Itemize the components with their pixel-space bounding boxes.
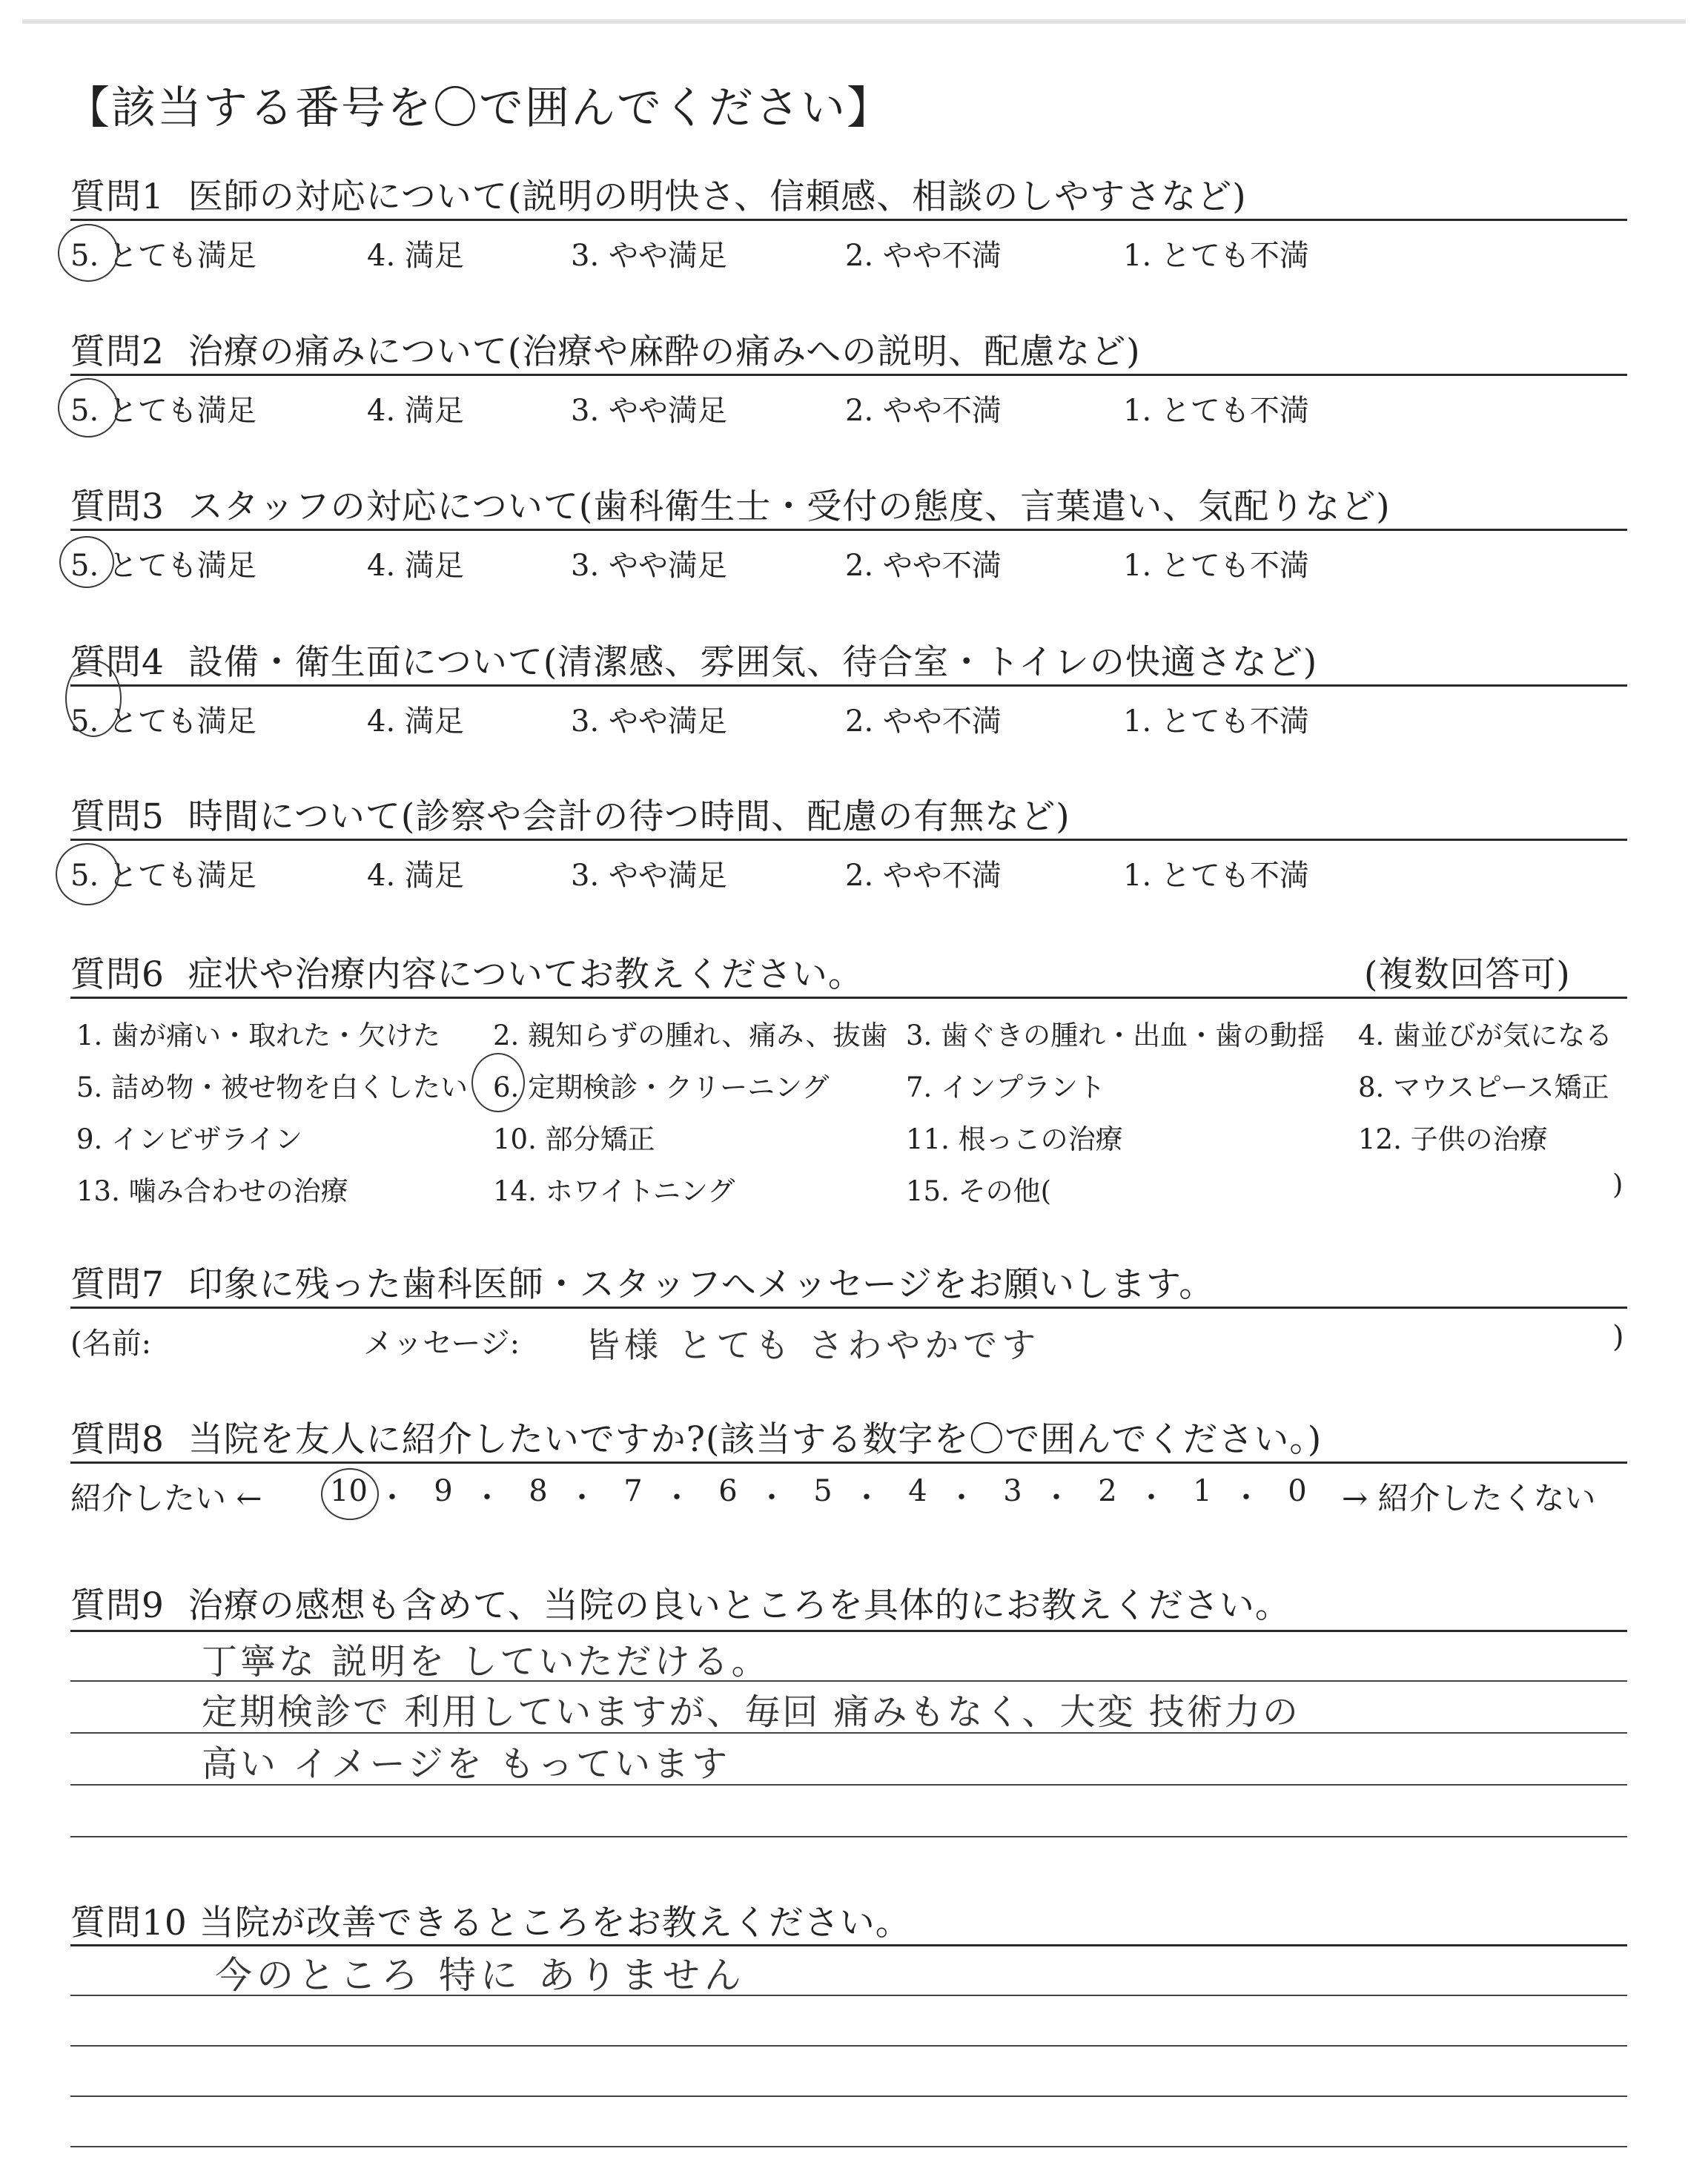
divider xyxy=(70,1307,1627,1309)
q2-option-4[interactable]: 4. 満足 xyxy=(367,394,464,428)
question-text: 治療の痛みについて(治療や麻酔の痛みへの説明、配慮など) xyxy=(188,331,1141,372)
scale-separator: ・ xyxy=(947,1481,976,1515)
divider xyxy=(70,374,1627,376)
question-7 xyxy=(70,1257,1214,1307)
q3-option-1[interactable]: 1. とても不満 xyxy=(1123,549,1309,583)
q5-option-3[interactable]: 3. やや満足 xyxy=(571,859,727,893)
q6-choice-15[interactable]: 15. その他( xyxy=(906,1175,1052,1207)
q2-option-3[interactable]: 3. やや満足 xyxy=(571,394,727,428)
scale-separator: ・ xyxy=(757,1481,787,1515)
question-number: 質問9 xyxy=(70,1585,165,1626)
q1-option-2[interactable]: 2. やや不満 xyxy=(845,239,1002,273)
question-6 xyxy=(70,947,864,997)
q6-other-close-paren: ) xyxy=(1612,1169,1623,1200)
divider xyxy=(70,997,1627,999)
handwritten-message: 皆様 とても さわやかです xyxy=(586,1325,1041,1365)
q1-option-4[interactable]: 4. 満足 xyxy=(367,239,464,273)
question-9 xyxy=(70,1578,1291,1628)
message-close-paren: ) xyxy=(1612,1320,1624,1354)
question-2 xyxy=(70,324,1141,374)
name-label: (名前: xyxy=(70,1327,152,1361)
divider xyxy=(70,684,1627,687)
scale-value-8[interactable]: 8 xyxy=(529,1474,548,1508)
question-text: スタッフの対応について(歯科衛生士・受付の態度、言葉遣い、気配りなど) xyxy=(188,486,1391,527)
q3-option-2[interactable]: 2. やや不満 xyxy=(845,549,1002,583)
scale-separator: ・ xyxy=(852,1481,881,1515)
q1-option-5[interactable]: 5. とても満足 xyxy=(70,239,256,273)
question-text: 印象に残った歯科医師・スタッフへメッセージをお願いします。 xyxy=(188,1264,1215,1305)
question-text: 当院を友人に紹介したいですか?(該当する数字を〇で囲んでください。) xyxy=(188,1419,1323,1460)
answer-line xyxy=(70,1836,1627,1837)
question-number: 質問4 xyxy=(70,642,165,683)
divider xyxy=(70,529,1627,531)
q4-option-4[interactable]: 4. 満足 xyxy=(367,704,464,739)
question-5 xyxy=(70,789,1070,839)
q1-answer-circle xyxy=(58,224,119,282)
scale-value-6[interactable]: 6 xyxy=(718,1474,738,1508)
scan-top-edge xyxy=(22,19,1686,24)
question-text: 時間について(診察や会計の待つ時間、配慮の有無など) xyxy=(188,796,1070,837)
q6-choice-11[interactable]: 11. 根っこの治療 xyxy=(906,1123,1123,1155)
q5-answer-circle xyxy=(56,843,119,905)
q6-choice-9[interactable]: 9. インビザライン xyxy=(76,1123,302,1155)
question-number: 質問2 xyxy=(70,331,165,372)
question-4 xyxy=(70,635,1317,684)
q6-choice-1[interactable]: 1. 歯が痛い・取れた・欠けた xyxy=(76,1020,441,1051)
question-number: 質問6 xyxy=(70,954,165,995)
q5-option-2[interactable]: 2. やや不満 xyxy=(845,859,1002,893)
scale-value-1[interactable]: 1 xyxy=(1193,1474,1212,1508)
question-text: 治療の感想も含めて、当院の良いところを具体的にお教えください。 xyxy=(188,1585,1291,1626)
q4-option-2[interactable]: 2. やや不満 xyxy=(845,704,1002,739)
scale-value-9[interactable]: 9 xyxy=(434,1474,453,1508)
scale-separator: ・ xyxy=(662,1481,692,1515)
scale-value-10[interactable]: 10 xyxy=(330,1474,368,1508)
scale-value-4[interactable]: 4 xyxy=(908,1474,927,1508)
q4-option-1[interactable]: 1. とても不満 xyxy=(1123,704,1309,739)
q6-choice-2[interactable]: 2. 親知らずの腫れ、痛み、抜歯 xyxy=(493,1020,888,1051)
q6-choice-14[interactable]: 14. ホワイトニング xyxy=(493,1175,735,1207)
scale-separator: ・ xyxy=(1231,1481,1261,1515)
recommend-right-label: → 紹介したくない xyxy=(1342,1480,1596,1516)
q1-option-1[interactable]: 1. とても不満 xyxy=(1123,239,1309,273)
q6-choice-4[interactable]: 4. 歯並びが気になる xyxy=(1358,1020,1613,1051)
multiple-answer-note: (複数回答可) xyxy=(1364,954,1571,995)
question-text: 症状や治療内容についてお教えください。 xyxy=(188,954,864,995)
page-heading: 【該当する番号を〇で囲んでください】 xyxy=(65,82,893,134)
q5-option-1[interactable]: 1. とても不満 xyxy=(1123,859,1309,893)
scale-separator: ・ xyxy=(1042,1481,1071,1515)
question-10 xyxy=(70,1895,911,1945)
answer-line xyxy=(70,2095,1627,2097)
q6-choice-12[interactable]: 12. 子供の治療 xyxy=(1358,1123,1548,1155)
q5-option-5[interactable]: 5. とても満足 xyxy=(70,859,256,893)
q5-option-4[interactable]: 4. 満足 xyxy=(367,859,464,893)
q2-answer-circle xyxy=(58,378,119,437)
q6-answer-circle xyxy=(471,1053,525,1112)
q1-option-3[interactable]: 3. やや満足 xyxy=(571,239,727,273)
answer-line xyxy=(70,2045,1627,2047)
scale-separator: ・ xyxy=(567,1481,597,1515)
scale-separator: ・ xyxy=(1136,1481,1166,1515)
q4-option-3[interactable]: 3. やや満足 xyxy=(571,704,727,739)
question-3 xyxy=(70,479,1391,529)
q9-answer-line-1: 丁寧な 説明を していただける。 xyxy=(202,1641,770,1682)
scale-value-2[interactable]: 2 xyxy=(1098,1474,1117,1508)
q8-answer-circle xyxy=(321,1468,379,1520)
q2-option-2[interactable]: 2. やや不満 xyxy=(845,394,1002,428)
question-text: 当院が改善できるところをお教えください。 xyxy=(199,1903,911,1943)
question-number: 質問7 xyxy=(70,1264,165,1305)
q9-answer-line-3: 高い イメージを もっています xyxy=(202,1743,731,1785)
recommend-left-label: 紹介したい ← xyxy=(70,1480,262,1516)
scale-separator: ・ xyxy=(377,1481,407,1515)
q3-option-5[interactable]: 5. とても満足 xyxy=(70,549,256,583)
divider xyxy=(70,839,1627,841)
divider xyxy=(70,219,1627,221)
q6-choice-7[interactable]: 7. インプラント xyxy=(906,1071,1106,1103)
q2-option-5[interactable]: 5. とても満足 xyxy=(70,394,256,428)
question-number: 質問1 xyxy=(70,176,165,217)
question-text: 設備・衛生面について(清潔感、雰囲気、待合室・トイレの快適さなど) xyxy=(188,642,1318,683)
answer-line xyxy=(70,2146,1627,2147)
question-number: 質問5 xyxy=(70,796,165,837)
q6-choice-13[interactable]: 13. 噛み合わせの治療 xyxy=(76,1175,348,1207)
divider xyxy=(70,1630,1627,1632)
question-text: 医師の対応について(説明の明快さ、信頼感、相談のしやすさなど) xyxy=(188,176,1247,217)
scale-value-3[interactable]: 3 xyxy=(1003,1474,1022,1508)
question-number: 質問10 xyxy=(70,1903,188,1943)
q2-option-1[interactable]: 1. とても不満 xyxy=(1123,394,1309,428)
question-number: 質問3 xyxy=(70,486,165,527)
q6-choice-3[interactable]: 3. 歯ぐきの腫れ・出血・歯の動揺 xyxy=(906,1020,1325,1051)
q3-option-3[interactable]: 3. やや満足 xyxy=(571,549,727,583)
scale-value-5[interactable]: 5 xyxy=(813,1474,833,1508)
scale-value-0[interactable]: 0 xyxy=(1288,1474,1307,1508)
q6-choice-5[interactable]: 5. 詰め物・被せ物を白くしたい xyxy=(76,1071,469,1103)
question-1 xyxy=(70,169,1247,219)
q3-answer-circle xyxy=(59,536,114,588)
q4-option-5[interactable]: 5. とても満足 xyxy=(70,704,256,739)
scale-value-7[interactable]: 7 xyxy=(623,1474,643,1508)
message-label: メッセージ: xyxy=(363,1327,520,1361)
q9-answer-line-2: 定期検診で 利用していますが、毎回 痛みもなく、大変 技術力の xyxy=(202,1691,1300,1733)
q6-choice-10[interactable]: 10. 部分矯正 xyxy=(493,1123,655,1155)
scale-separator: ・ xyxy=(472,1481,502,1515)
question-number: 質問8 xyxy=(70,1419,165,1460)
question-8 xyxy=(70,1412,1322,1462)
q10-answer-line-1: 今のところ 特に ありません xyxy=(215,1954,746,1997)
q6-choice-8[interactable]: 8. マウスピース矯正 xyxy=(1358,1071,1609,1103)
q3-option-4[interactable]: 4. 満足 xyxy=(367,549,464,583)
q6-choice-6[interactable]: 6. 定期検診・クリーニング xyxy=(493,1071,830,1103)
divider xyxy=(70,1462,1627,1464)
q4-answer-circle xyxy=(65,660,122,737)
